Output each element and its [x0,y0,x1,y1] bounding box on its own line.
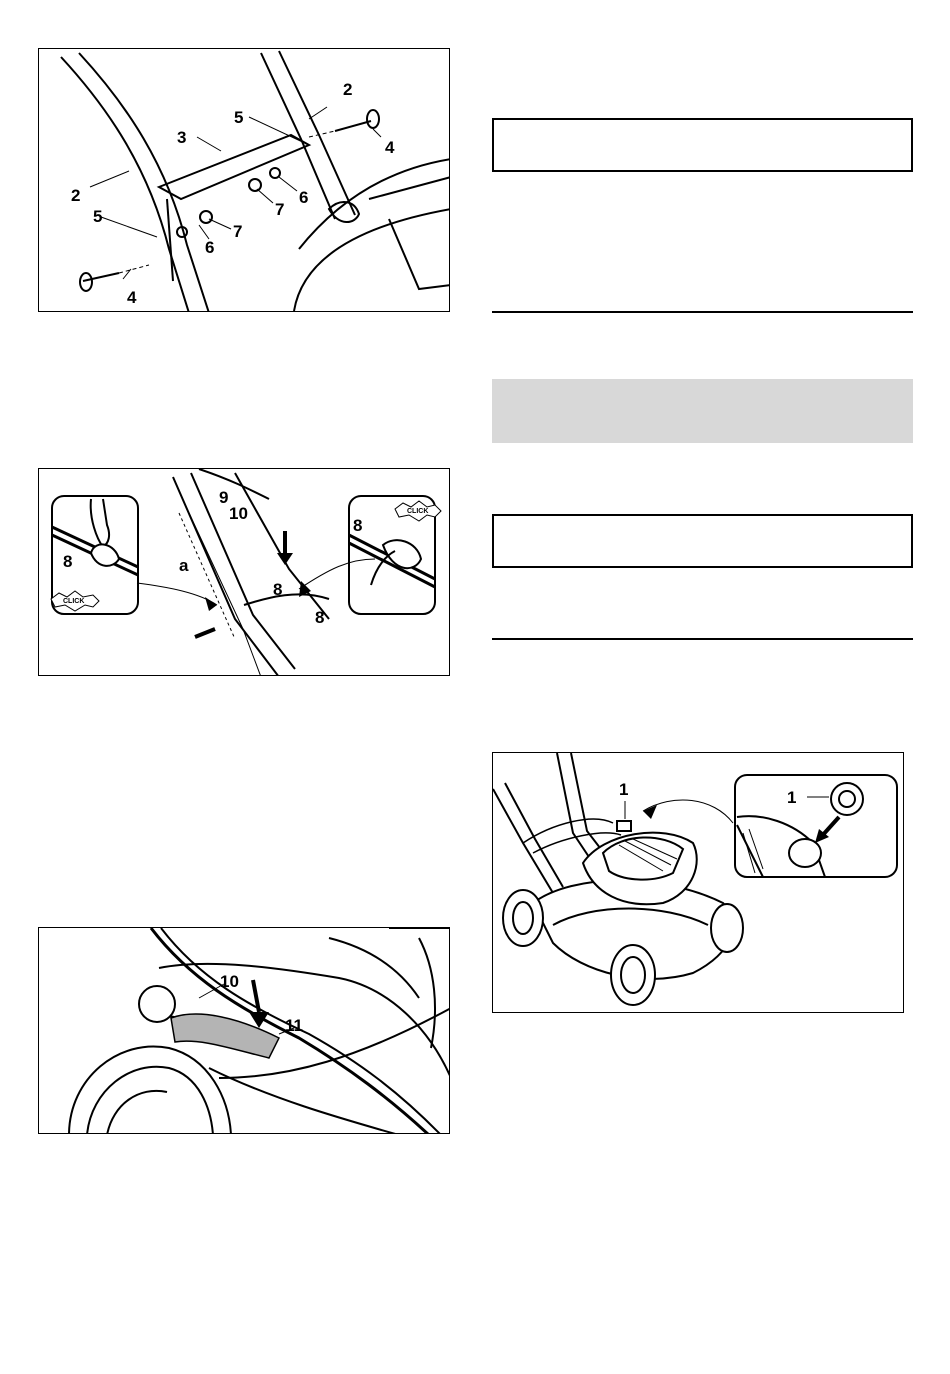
callout-11: 11 [285,1016,303,1035]
figure-handle-assembly [38,48,450,312]
mower-oil-cap-illustration [493,753,904,1013]
grey-heading-band [492,379,913,443]
callout-6-left: 6 [205,238,215,257]
handle-assembly-illustration [39,49,450,312]
section-rule-1 [492,311,913,313]
cable-guide-illustration [39,928,450,1134]
figure-cable-guide [38,927,450,1134]
callout-5-left: 5 [93,207,103,226]
section-rule-2 [492,638,913,640]
click-badge-left: CLICK [63,598,85,605]
callout-a: a [179,556,189,575]
callout-10: 10 [220,972,239,991]
callout-1-mower: 1 [619,780,629,799]
callout-3: 3 [177,128,187,147]
callout-1-inset: 1 [787,788,797,807]
figure-cable-clips [38,468,450,676]
figure-mower-oil-cap [492,752,904,1013]
callout-8-inset-right: 8 [353,516,363,535]
callout-8-lower: 8 [315,608,325,627]
callout-2-right: 2 [343,80,353,99]
callout-4-right: 4 [385,138,395,157]
notice-box-2 [492,514,913,568]
callout-4-left: 4 [127,288,137,307]
notice-box-1 [492,118,913,172]
callout-9: 9 [219,488,229,507]
click-badge-right: CLICK [407,508,429,515]
callout-2-left: 2 [71,186,81,205]
callout-8-center: 8 [273,580,283,599]
callout-7-left: 7 [233,222,243,241]
callout-6-right: 6 [299,188,309,207]
callout-5-right: 5 [234,108,244,127]
callout-7-right: 7 [275,200,285,219]
callout-8-inset-left: 8 [63,552,73,571]
cable-clips-illustration [39,469,450,676]
callout-10: 10 [229,504,248,523]
